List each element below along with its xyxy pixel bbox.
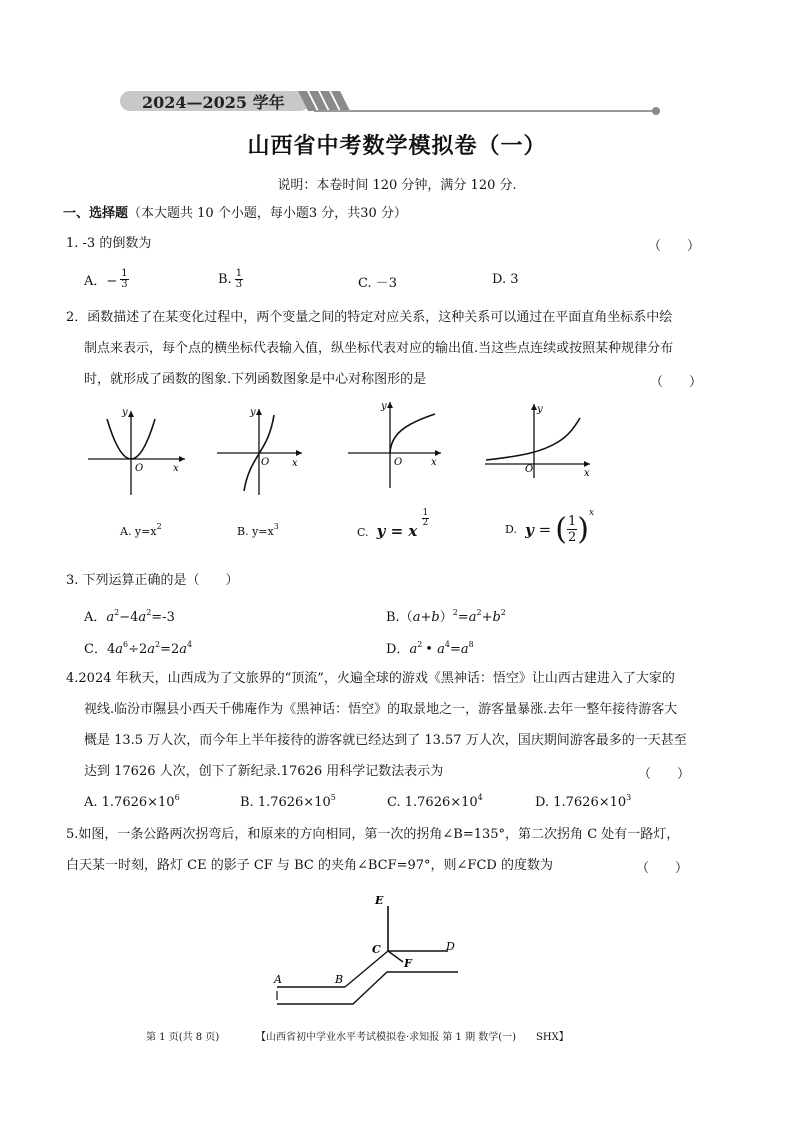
footer-source: 【山西省初中学业水平考试模拟卷·求知报 第 1 期 数学(一) SHX】 <box>256 1032 569 1043</box>
question-2-line: 制点来表示，每个点的横坐标代表输入值，纵坐标代表对应的输出值.当这些点连续或按照某种规律分布 <box>84 341 674 356</box>
q3-option-b: $B.(a+b)^2=a^2+b^2$ <box>386 608 506 625</box>
arrow-icon <box>584 461 590 467</box>
point-label-d: D <box>446 940 455 953</box>
question-4-line: 4.2024 年秋天，山西成为了文旅界的“顶流”，火遍全球的游戏《黑神话：悟空》让山西古建进入了大家的 <box>66 671 675 686</box>
banner-dot <box>652 107 660 115</box>
fraction: $\frac{1}{3}$ <box>121 268 128 290</box>
question-2-line: 时，就形成了函数的图象.下列函数图象是中心对称图形的是 <box>84 372 427 387</box>
road-segment-bc <box>345 951 388 987</box>
q1-option-c: C. －3 <box>358 276 398 291</box>
point-label-b: B <box>335 973 344 986</box>
question-1-stem: 1. -3 的倒数为 <box>66 236 152 251</box>
answer-bracket: （ ） <box>636 861 689 876</box>
q1-option-d: D. 3 <box>492 272 519 287</box>
question-5-line: 白天某一时刻，路灯 CE 的影子 CF 与 BC 的夹角∠BCF=97°，则∠FCD 的度数为 <box>66 858 553 873</box>
road-figure <box>265 892 465 1008</box>
q3-option-d: D．$a^2$ • $a^4=a^8$ <box>386 640 474 657</box>
q1-option-b: B. $\frac{1}{3}$ <box>218 268 243 290</box>
section-heading <box>63 205 407 223</box>
answer-bracket: （ ） <box>638 767 691 782</box>
section-title: 一、选择题 <box>63 206 129 221</box>
road-edge <box>277 972 458 1004</box>
arrow-icon <box>179 456 185 462</box>
q3-option-c: C．$4a^6\div 2a^2=2a^4$ <box>84 640 193 657</box>
graph-a <box>85 403 190 499</box>
question-4-line: 视线.临汾市隰县小西天千佛庵作为《黑神话：悟空》的取景地之一，游客量暴涨.去年一整年接待游客大 <box>84 702 678 717</box>
q2-option-d: D. y = ( $\frac{1}{2}$ )$^x$ <box>505 508 595 547</box>
root-curve <box>390 414 435 453</box>
question-4-line: 达到 17626 人次，创下了新纪录.17626 用科学记数法表示为 <box>84 764 444 779</box>
arrow-icon <box>256 409 262 415</box>
point-label-a: A <box>274 973 282 986</box>
q4-option-a: A. $1.7626\times 10^6$ <box>84 793 180 810</box>
origin-label: O <box>394 457 403 468</box>
answer-bracket: （ ） <box>648 239 701 254</box>
q1-option-a: A．− $\frac{1}{3}$ <box>84 268 128 290</box>
answer-bracket: （ ） <box>650 375 703 390</box>
x-label: x <box>584 468 590 479</box>
page-title: 山西省中考数学模拟卷（一） <box>247 133 547 159</box>
origin-label: O <box>135 463 144 474</box>
y-label: y <box>381 401 387 412</box>
fraction: $\frac{1}{2}$ <box>422 508 429 528</box>
point-label-f: F <box>404 957 412 970</box>
shadow-cf <box>388 951 403 962</box>
point-label-c: C <box>372 943 381 956</box>
origin-label: O <box>525 464 534 475</box>
y-label: y <box>122 407 128 418</box>
arrow-icon <box>387 402 393 408</box>
exam-instructions: 说明：本卷时间 120 分钟，满分 120 分. <box>277 178 517 193</box>
q2-option-c: $_{C.}$ y = x $\frac{1}{2}$ <box>357 508 429 540</box>
q4-option-b: B. $1.7626\times 10^5$ <box>240 793 336 810</box>
q2-option-a: A. $y=x^2$ <box>120 522 162 538</box>
question-2-line: 2．函数描述了在某变化过程中，两个变量之间的特定对应关系，这种关系可以通过在平面直角坐标系中绘 <box>66 310 673 325</box>
x-label: x <box>173 463 179 474</box>
x-label: x <box>431 457 437 468</box>
question-5-line: 5.如图，一条公路两次拐弯后，和原来的方向相同，第一次的拐角∠B=135°，第二次拐角 C 处有一路灯， <box>66 827 680 842</box>
arrow-icon <box>296 450 302 456</box>
fraction: $\frac{1}{2}$ <box>568 514 577 545</box>
q3-option-a: A．$a^2-4a^2=-3$ <box>84 608 175 625</box>
x-label: x <box>292 458 298 469</box>
y-label: y <box>537 404 543 415</box>
graph-c <box>345 398 445 494</box>
q2-option-b: B. $y=x^3$ <box>237 522 279 538</box>
graph-d <box>482 400 594 480</box>
question-3-stem: 3. 下列运算正确的是（ ） <box>66 573 239 588</box>
graph-b <box>214 403 306 499</box>
q4-option-c: C. $1.7626\times 10^4$ <box>387 793 483 810</box>
exponential-curve <box>486 418 580 460</box>
point-label-e: E <box>375 894 384 907</box>
fraction: $\frac{1}{3}$ <box>235 268 243 290</box>
y-label: y <box>250 407 256 418</box>
arrow-icon <box>128 411 134 417</box>
q4-option-d: D. $1.7626\times 10^3$ <box>535 793 632 810</box>
question-4-line: 概是 13.5 万人次，而今年上半年接待的游客就已经达到了 13.57 万人次，国庆期间游客最多的一天甚至 <box>84 733 687 748</box>
year-badge: 2024—2025 学年 <box>142 93 285 112</box>
arrow-icon <box>435 450 441 456</box>
origin-label: O <box>261 457 270 468</box>
section-note: （本大题共 10 个小题，每小题3 分，共30 分） <box>128 206 407 221</box>
footer-page-number: 第 1 页(共 8 页) <box>146 1032 220 1043</box>
